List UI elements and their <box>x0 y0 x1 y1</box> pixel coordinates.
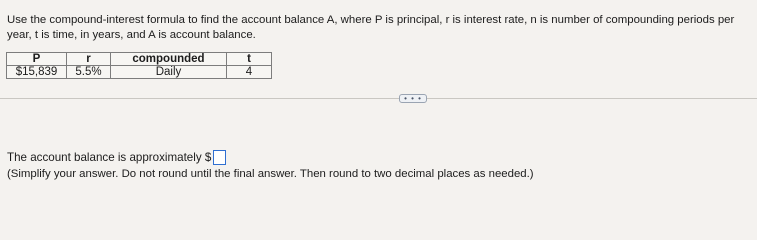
cell-rate: 5.5% <box>67 66 111 79</box>
cell-compounded: Daily <box>111 66 227 79</box>
table-header-row <box>7 53 272 66</box>
answer-line <box>7 150 226 165</box>
answer-prefix: The account balance is approximately $ <box>7 151 212 164</box>
cell-time: 4 <box>227 66 272 79</box>
table-row <box>7 66 272 79</box>
header-p: P <box>7 53 67 66</box>
header-r: r <box>67 53 111 66</box>
header-t: t <box>227 53 272 66</box>
header-compounded: compounded <box>111 53 227 66</box>
cell-principal: $15,839 <box>7 66 67 79</box>
answer-input[interactable] <box>213 150 226 165</box>
section-divider <box>0 98 757 99</box>
values-table <box>6 52 272 79</box>
instruction-text: (Simplify your answer. Do not round until the final answer. Then round to two decimal places as needed.) <box>7 168 534 180</box>
expand-more-button[interactable]: • • • <box>399 94 427 103</box>
question-text: Use the compound-interest formula to find the account balance A, where P is principal, r is interest rate, n is number of compounding periods per year, t is time, in years, and A is account balance. <box>7 14 735 41</box>
